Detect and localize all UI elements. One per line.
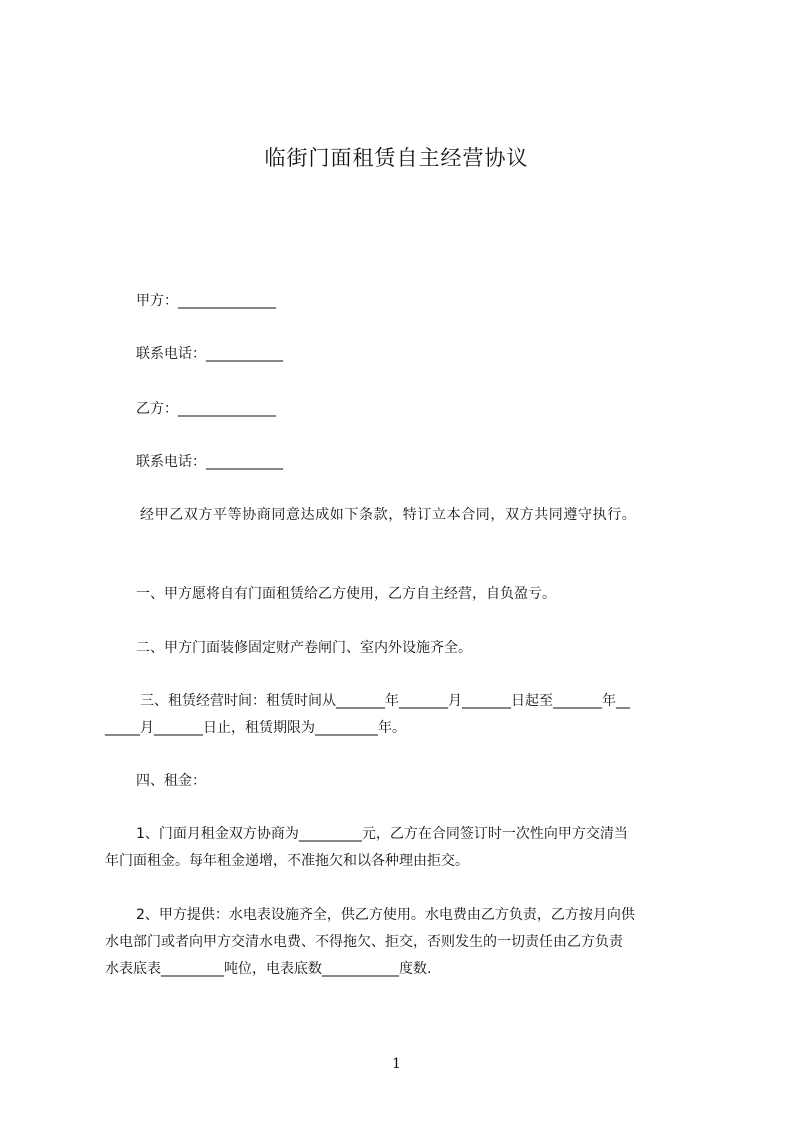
- clause-4-item-1-line-1: 1、门面月租金双方协商为_________元，乙方在合同签订时一次性向甲方交清当: [136, 826, 628, 842]
- clause-4-item-2-line-2: 水电部门或者向甲方交清水电费、不得拖欠、拒交，否则发生的一切责任由乙方负责: [105, 934, 623, 950]
- clause-3-line-1: 三、租赁经营时间：租赁时间从_______年_______月_______日起至_______年__: [140, 693, 630, 709]
- clause-4-item-2-line-3: 水表底表_________吨位，电表底数___________度数.: [105, 961, 432, 977]
- preamble-paragraph: 经甲乙双方平等协商同意达成如下条款，特订立本合同，双方共同遵守执行。: [140, 507, 637, 523]
- party-a-phone-field: 联系电话：___________: [136, 346, 283, 362]
- page-number: 1: [392, 1056, 401, 1072]
- clause-4-heading: 四、租金：: [136, 773, 206, 789]
- party-b-phone-field: 联系电话：___________: [136, 454, 283, 470]
- party-a-field: 甲方：______________: [136, 293, 276, 309]
- clause-3-line-2: _____月_______日止，租赁期限为_________年。: [105, 720, 406, 736]
- party-b-field: 乙方：______________: [136, 401, 276, 417]
- clause-4-item-1-line-2: 年门面租金。每年租金递增，不准拖欠和以各种理由拒交。: [105, 853, 469, 869]
- document-title: 临街门面租赁自主经营协议: [264, 146, 529, 170]
- clause-4-item-2-line-1: 2、甲方提供：水电表设施齐全，供乙方使用。水电费由乙方负责，乙方按月向供: [136, 907, 635, 923]
- clause-2-paragraph: 二、甲方门面装修固定财产卷闸门、室内外设施齐全。: [136, 640, 472, 656]
- clause-1-paragraph: 一、甲方愿将自有门面租赁给乙方使用，乙方自主经营，自负盈亏。: [136, 586, 556, 602]
